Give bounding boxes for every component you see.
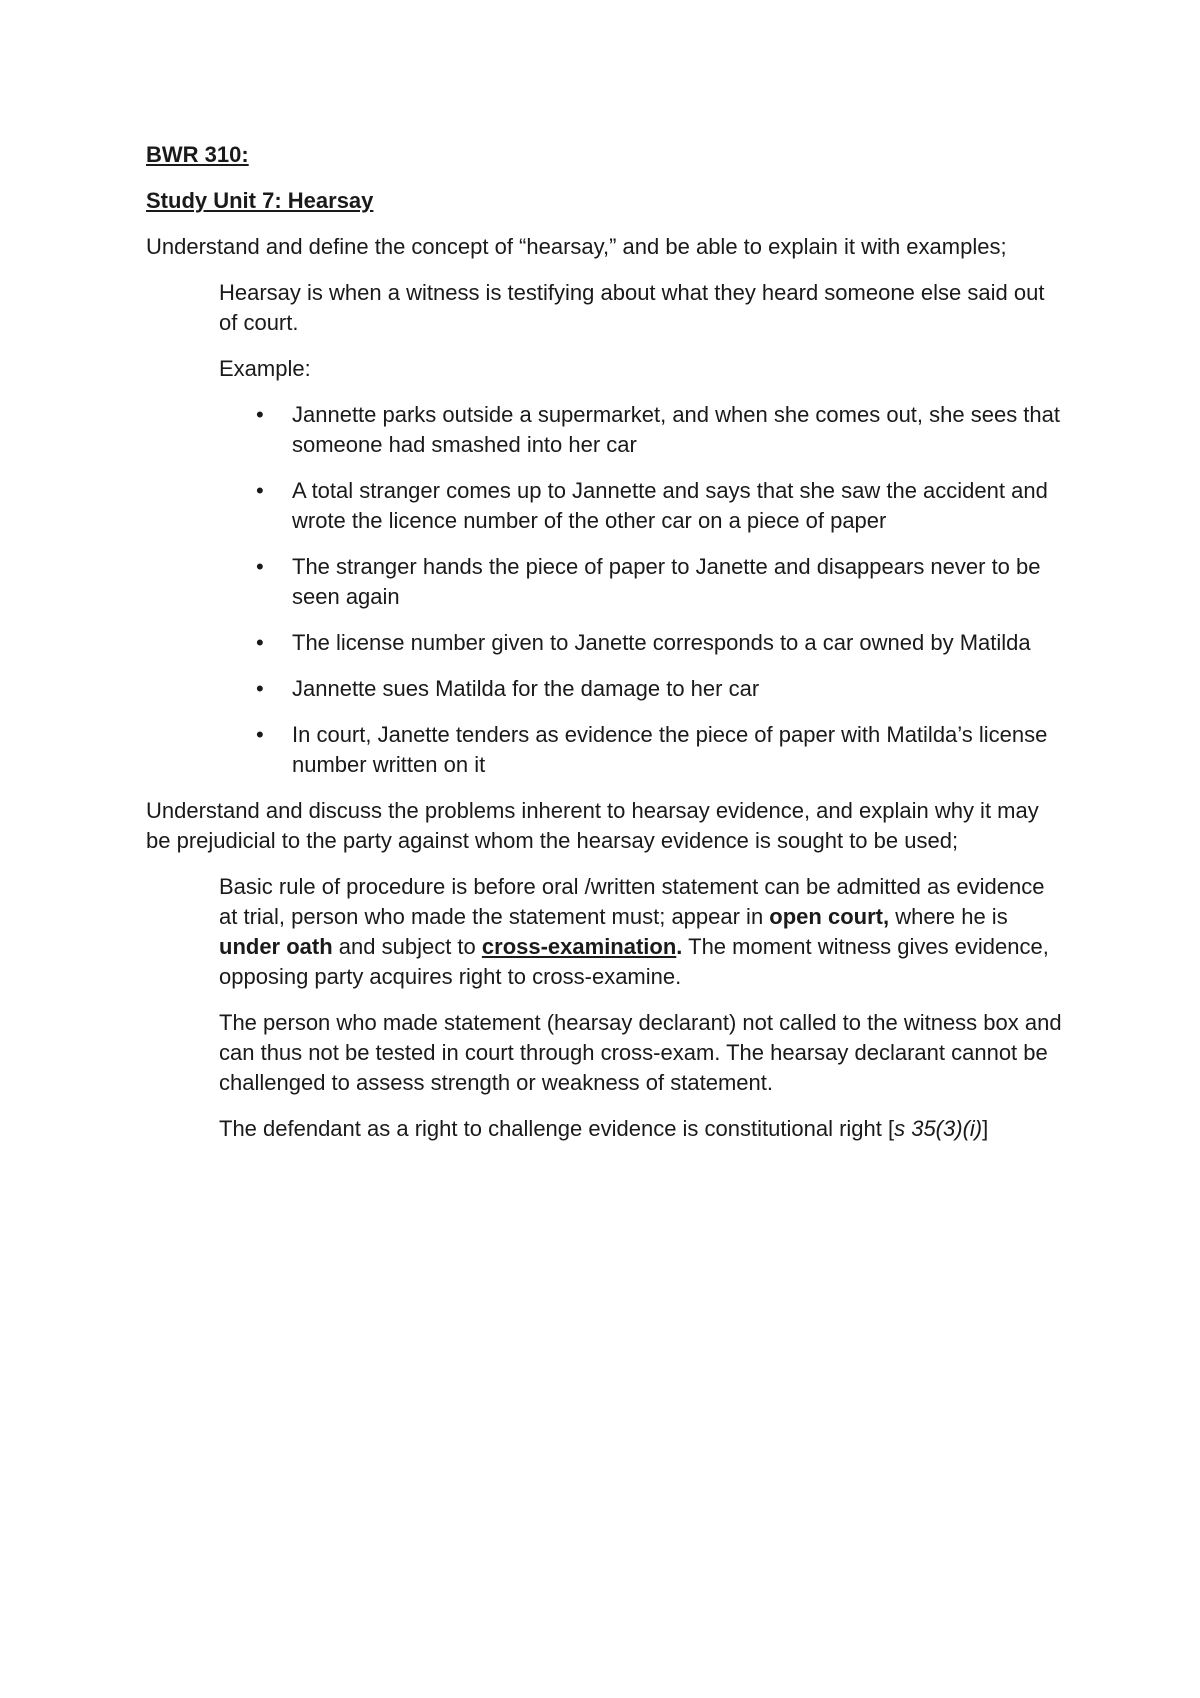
- text-run: and subject to: [332, 934, 482, 959]
- list-item: [219, 674, 1066, 704]
- list-item-text: The license number given to Janette corresponds to a car owned by Matilda: [292, 630, 1031, 655]
- list-item: [219, 628, 1066, 658]
- bold-under-oath: under oath: [219, 934, 333, 959]
- text-run: Basic rule of procedure is before oral /written statement can be admitted as evidence at trial, person who made the statement must; appear in: [219, 874, 1045, 929]
- list-item-text: A total stranger comes up to Jannette and says that she saw the accident and wrote the licence number of the other car on a piece of paper: [292, 478, 1048, 533]
- document-page: [146, 140, 1066, 1160]
- section2-answer: [219, 872, 1066, 1144]
- list-item: [219, 720, 1066, 780]
- constitutional-paragraph: [219, 1114, 1066, 1144]
- list-item-text: The stranger hands the piece of paper to Janette and disappears never to be seen again: [292, 554, 1041, 609]
- bold-cross-examination: cross-examination: [481, 934, 677, 959]
- section2-prompt: Understand and discuss the problems inherent to hearsay evidence, and explain why it may be prejudicial to the party against whom the hearsay evidence is sought to be used;: [146, 798, 1039, 853]
- text-run: The moment witness gives evidence, opposing party acquires right to cross-examine.: [219, 934, 1049, 989]
- text-run: The defendant as a right to challenge evidence is constitutional right [: [219, 1116, 895, 1141]
- list-item: [219, 476, 1066, 536]
- procedure-paragraph: [219, 872, 1066, 992]
- bullet-icon: •: [256, 478, 264, 503]
- bullet-icon: •: [256, 722, 264, 747]
- section1-prompt: Understand and define the concept of “hearsay,” and be able to explain it with examples;: [146, 234, 1007, 259]
- section1-answer: [219, 278, 1066, 384]
- list-item-text: In court, Janette tenders as evidence the piece of paper with Matilda’s license number written on it: [292, 722, 1048, 777]
- bullet-icon: •: [256, 630, 264, 655]
- hearsay-definition: Hearsay is when a witness is testifying about what they heard someone else said out of court.: [219, 280, 1045, 335]
- list-item-text: Jannette parks outside a supermarket, and when she comes out, she sees that someone had smashed into her car: [292, 402, 1061, 457]
- bullet-icon: •: [256, 554, 264, 579]
- course-heading: BWR 310:: [146, 142, 249, 167]
- bullet-icon: •: [256, 676, 264, 701]
- example-list: [219, 400, 1066, 780]
- list-item: [219, 400, 1066, 460]
- bullet-icon: •: [256, 402, 264, 427]
- bold-period: .: [676, 934, 683, 959]
- bold-open-court: open court,: [769, 904, 890, 929]
- list-item-text: Jannette sues Matilda for the damage to her car: [292, 676, 760, 701]
- declarant-paragraph: The person who made statement (hearsay declarant) not called to the witness box and can thus not be tested in court through cross-exam. The hearsay declarant cannot be challenged to assess strength or weakness of statement.: [219, 1010, 1062, 1095]
- section-citation: s 35(3)(i): [894, 1116, 983, 1141]
- text-run: ]: [982, 1116, 989, 1141]
- list-item: [219, 552, 1066, 612]
- text-run: where he is: [889, 904, 1008, 929]
- unit-heading: Study Unit 7: Hearsay: [146, 188, 374, 213]
- example-label: Example:: [219, 356, 311, 381]
